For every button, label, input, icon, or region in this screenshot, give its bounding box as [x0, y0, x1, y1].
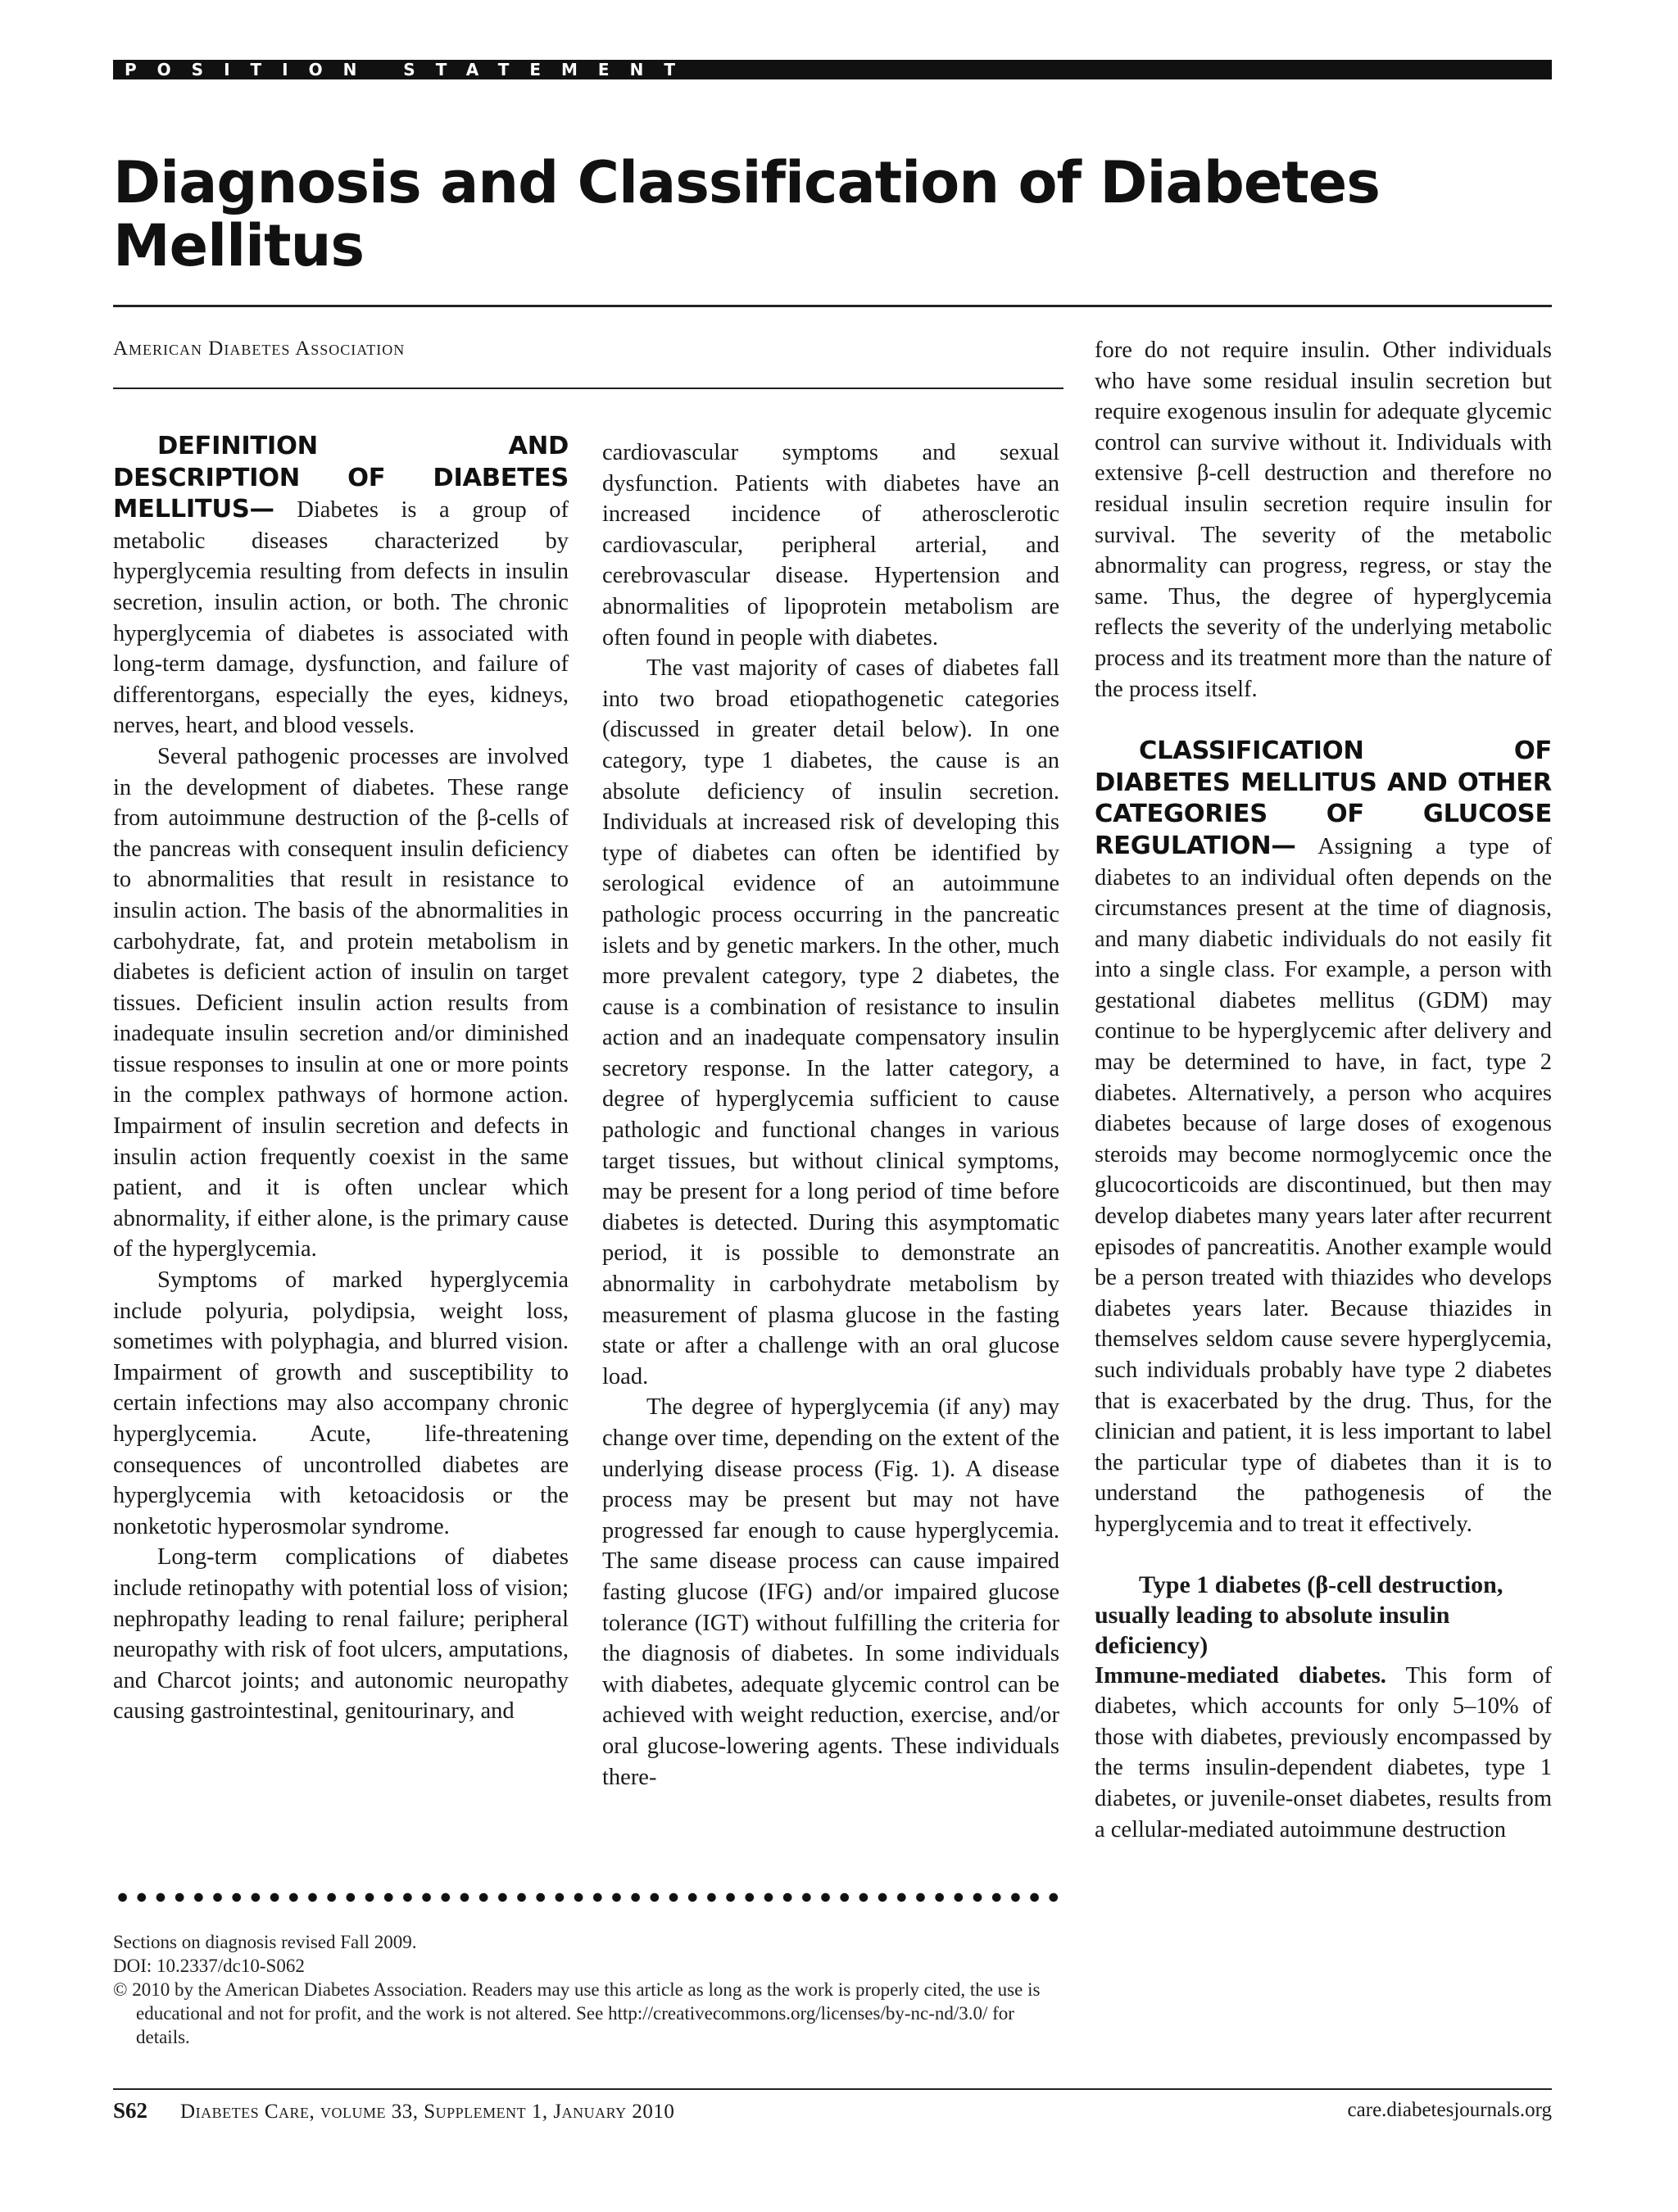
body-paragraph: Several pathogenic processes are involved in the development of diabetes. These range from autoimmune destruction of the β-cells of the pancreas with consequent insulin deficiency to abnormalities that result in resistance to insulin action. The basis of the abnormalities in carbohydrate, fat, and protein metabolism in diabetes is deficient action of insulin on target tissues. Deficient insulin action results from inadequate insulin secretion and/or diminished tissue responses to insulin at one or more points in the complex pathways of hormone action. Impairment of insulin secretion and defects in insulin action frequently coexist in the same patient, and it is often unclear which abnormality, if either alone, is the primary cause of the hyperglycemia.: [113, 743, 569, 1262]
journal-url: care.diabetesjournals.org: [1347, 2099, 1552, 2121]
body-paragraph: fore do not require insulin. Other individuals who have some residual insulin secretion but require exogenous insulin for adequate glycemic control can survive without it. Individuals with extensive β-cell destruction and therefore no residual insulin secretion require insulin for survival. The severity of the metabolic abnormality can progress, regress, or stay the same. Thus, the degree of hyperglycemia reflects the severity of the underlying metabolic process and its treatment more than the nature of the process itself.: [1095, 338, 1552, 702]
dotted-separator: [113, 1892, 1063, 1902]
author-line: American Diabetes Association: [113, 338, 406, 360]
body-paragraph: Assigning a type of diabetes to an individual often depends on the circumstances present at the time of diagnosis, and many diabetic individuals do not easily fit into a single class. For example, a person with gestational diabetes mellitus (GDM) may continue to be hyperglycemic after delivery and may be determined to have, in fact, type 2 diabetes. Alternatively, a person who acquires diabetes because of large doses of exogenous steroids may become normoglycemic once the glucocorticoids are discontinued, but then may develop diabetes many years later after recurrent episodes of pancreatitis. Another example would be a person treated with thiazides who develops diabetes years later. Because thiazides in themselves seldom cause severe hyperglycemia, such individuals probably have type 2 diabetes that is exacerbated by the drug. Thus, for the clinician and patient, it is less important to label the particular type of diabetes than it is to understand the pathogenesis of the hyperglycemia and to treat it effectively.: [1095, 833, 1552, 1537]
footnotes: [113, 1930, 1062, 2049]
footnote-doi: DOI: 10.2337/dc10-S062: [113, 1956, 305, 1976]
body-paragraph: Symptoms of marked hyperglycemia include polyuria, polydipsia, weight loss, sometimes with polyphagia, and blurred vision. Impairment of growth and susceptibility to certain infections may also accompany chronic hyperglycemia. Acute, life-threatening consequences of uncontrolled diabetes are hyperglycemia with ketoacidosis or the nonketotic hyperosmolar syndrome.: [113, 1267, 569, 1539]
runin-heading: Immune-mediated diabetes.: [1095, 1662, 1386, 1688]
body-paragraph: Diabetes is a group of metabolic diseases characterized by hyperglycemia resulting from defects in insulin secretion, insulin action, or both. The chronic hyperglycemia of diabetes is associated with long-term damage, dysfunction, and failure of differentorgans, especially the eyes, kidneys, nerves, heart, and blood vessels.: [113, 497, 569, 739]
footnote-copyright: © 2010 by the American Diabetes Association. Readers may use this article as long as the work is properly cited, the use is educational and not for profit, and the work is not altered. See http://creativecommons.org/licenses/by-nc-nd/3.0/ for details.: [113, 1979, 1041, 2047]
page-number: S62: [113, 2098, 148, 2123]
body-paragraph: cardiovascular symptoms and sexual dysfunction. Patients with diabetes have an increased incidence of atherosclerotic cardiovascular, peripheral arterial, and cerebrovascular disease. Hypertension and abnormalities of lipoprotein metabolism are often found in people with diabetes.: [602, 440, 1059, 650]
column-1: [113, 431, 569, 1727]
column-2: [602, 437, 1059, 1793]
column-3: [1095, 335, 1552, 1845]
page-footer: [113, 2098, 1552, 2124]
article-title: Diagnosis and Classification of Diabetes Mellitus: [113, 149, 1380, 279]
subheading-type1: Type 1 diabetes (β-cell destruction, usually leading to absolute insulin deficiency): [1095, 1571, 1503, 1659]
classification-paragraph: [1095, 736, 1552, 1539]
title-rule: [113, 305, 1552, 307]
runin-paragraph: [1095, 1661, 1552, 1846]
section-label: POSITION STATEMENT: [125, 60, 696, 79]
definition-paragraph: [113, 431, 569, 741]
section-heading-definition: DEFINITION AND DESCRIPTION OF DIABETES MELLITUS: [113, 432, 569, 524]
section-label-bar: [113, 60, 1552, 79]
heading-separator: —: [249, 495, 274, 524]
body-paragraph: This form of diabetes, which accounts for only 5–10% of those with diabetes, previously encompassed by the terms insulin-dependent diabetes, type 1 diabetes, or juvenile-onset diabetes, results from a cellular-mediated autoimmune destruction: [1095, 1662, 1552, 1843]
body-paragraph: Long-term complications of diabetes include retinopathy with potential loss of vision; nephropathy leading to renal failure; peripheral neuropathy with risk of foot ulcers, amputations, and Charcot joints; and autonomic neuropathy causing gastrointestinal, genitourinary, and: [113, 1544, 569, 1725]
journal-citation: Diabetes Care, volume 33, Supplement 1, January 2010: [180, 2101, 675, 2123]
body-paragraph: The degree of hyperglycemia (if any) may change over time, depending on the extent of the underlying disease process (Fig. 1). A disease process may be present but may not have progressed far enough to cause hyperglycemia. The same disease process can cause impaired fasting glucose (IFG) and/or impaired glucose tolerance (IGT) without fulfilling the criteria for the diagnosis of diabetes. In some individuals with diabetes, adequate glycemic control can be achieved with weight reduction, exercise, and/or oral glucose-lowering agents. These individuals there-: [602, 1394, 1059, 1790]
body-paragraph: The vast majority of cases of diabetes fall into two broad etiopathogenetic categories (discussed in greater detail below). In one category, type 1 diabetes, the cause is an absolute deficiency of insulin secretion. Individuals at increased risk of developing this type of diabetes can often be identified by serological evidence of an autoimmune pathologic process occurring in the pancreatic islets and by genetic markers. In the other, much more prevalent category, type 2 diabetes, the cause is a combination of resistance to insulin action and an inadequate compensatory insulin secretory response. In the latter category, a degree of hyperglycemia sufficient to cause pathologic and functional changes in various target tissues, but without clinical symptoms, may be present for a long period of time before diabetes is detected. During this asymptomatic period, it is possible to demonstrate an abnormality in carbohydrate metabolism by measurement of plasma glucose in the fasting state or after a challenge with an oral glucose load.: [602, 655, 1059, 1389]
heading-separator: —: [1271, 831, 1296, 860]
footer-rule: [113, 2088, 1552, 2090]
section-heading-classification: CLASSIFICATION OF DIABETES MELLITUS AND OTHER CATEGORIES OF GLUCOSE REGULATION: [1095, 737, 1552, 860]
footnote-line: Sections on diagnosis revised Fall 2009.: [113, 1932, 417, 1952]
author-rule: [113, 388, 1063, 389]
